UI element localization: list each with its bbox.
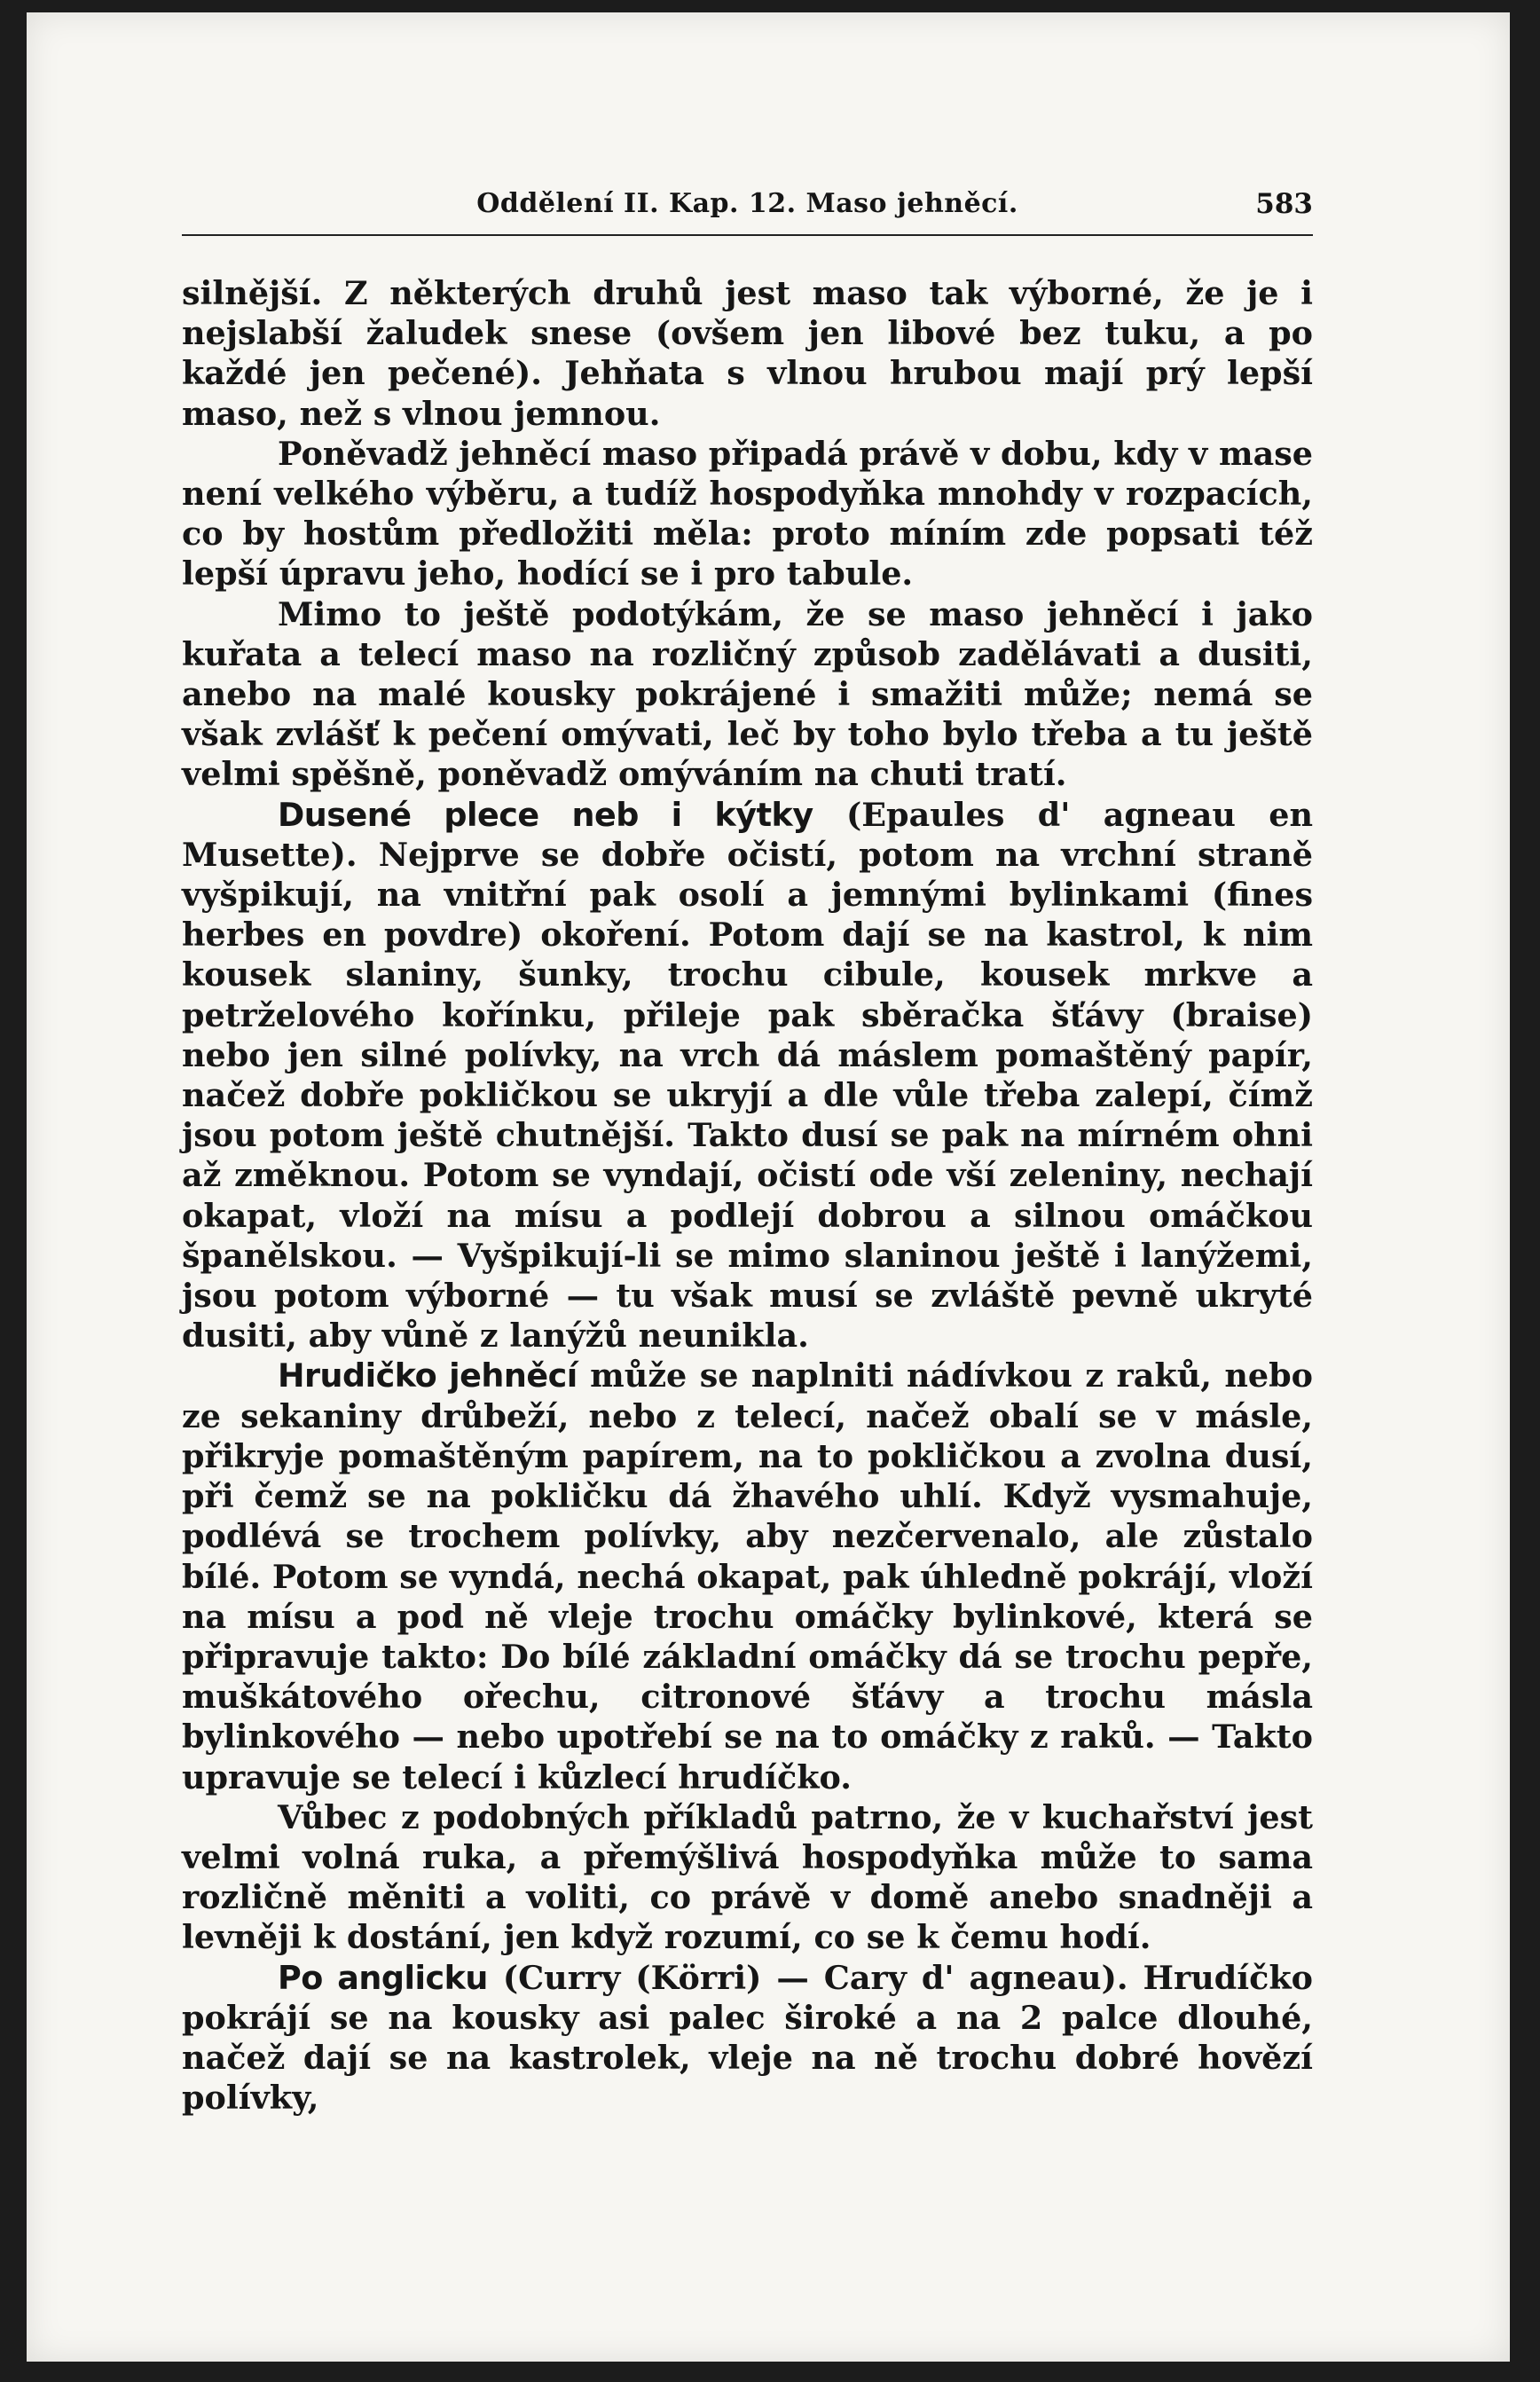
recipe-text: (Curry (Körri) — Cary d' agneau). Hrudíčko pokrájí se na kousky asi palec široké a na 2 palce dlouhé, načež dají se na kastrolek, vleje na ně trochu dobré hovězí polívky,	[182, 1958, 1313, 2118]
recipe-title: Hrudičko jehněcí	[278, 1356, 578, 1395]
paragraph-text: Vůbec z podobných příkladů patrno, že v kuchařství jest velmi volná ruka, a přemýšlivá hospodyňka může to sama rozličně měniti a voliti, co právě v domě anebo snadněji a levněji k dostání, jen když rozumí, co se k čemu hodí.	[182, 1797, 1313, 1957]
page-number: 583	[1255, 188, 1313, 220]
paragraph-text: Mimo to ještě podotýkám, že se maso jehněcí i jako kuřata a telecí maso na rozličný způsob zadělávati a dusiti, anebo na malé kousky pokrájené i smažiti může; nemá se však zvlášť k pečení omývati, leč by toho bylo třeba a tu ještě velmi spěšně, poněvadž omýváním na chuti tratí.	[182, 594, 1313, 794]
paragraph-continuation	[182, 273, 1313, 434]
recipe-text: (Epaules d' agneau en Musette). Nejprve se dobře očistí, potom na vrchní straně vyšpikují, na vnitřní pak osolí a jemnými bylinkami (fines herbes en povdre) okoření. Potom dají se na kastrol, k nim kousek slaniny, šunky, trochu cibule, kousek mrkve a petrželového kořínku, přileje pak sběračka šťávy (braise) nebo jen silné polívky, na vrch dá máslem pomaštěný papír, načež dobře pokličkou se ukryjí a dle vůle třeba zalepí, čímž jsou potom ještě chutnější. Takto dusí se pak na mírném ohni až změknou. Potom se vyndají, očistí ode vší zeleniny, nechají okapat, vloží na mísu a podlejí dobrou a silnou omáčkou španělskou. — Vyšpikují-li se mimo slaninou ještě i lanýžemi, jsou potom výborné — tu však musí se zvláště pevně ukryté dusiti, aby vůně z lanýžů neunikla.	[182, 795, 1314, 1356]
paragraph-text: silnější. Z některých druhů jest maso tak výborné, že je i nejslabší žaludek snese (ovšem jen libové bez tuku, a po každé jen pečené). Jehňata s vlnou hrubou mají prý lepší maso, než s vlnou jemnou.	[182, 274, 1313, 433]
paragraph-general	[182, 1797, 1313, 1958]
paragraph-intro	[182, 434, 1313, 594]
recipe-dusene-plece	[182, 795, 1313, 1356]
recipe-hrudicko	[182, 1356, 1313, 1796]
body-text	[182, 273, 1313, 2118]
paragraph-text: Poněvadž jehněcí maso připadá právě v dobu, kdy v mase není velkého výběru, a tudíž hospodyňka mnohdy v rozpacích, co by hostům předložiti měla: proto míním zde popsati též lepší úpravu jeho, hodící se i pro tabule.	[182, 434, 1313, 594]
recipe-po-anglicku	[182, 1958, 1313, 2119]
page-header	[182, 188, 1313, 236]
running-head: Oddělení II. Kap. 12. Maso jehněcí.	[476, 188, 1018, 219]
recipe-text: může se naplniti nádívkou z raků, nebo ze sekaniny drůbeží, nebo z telecí, načež obalí se v másle, přikryje pomaštěným papírem, na to pokličkou a zvolna dusí, při čemž se na pokličku dá žhavého uhlí. Když vysmahuje, podlévá se trochem polívky, aby nezčervenalo, ale zůstalo bílé. Potom se vyndá, nechá okapat, pak úhledně pokrájí, vloží na mísu a pod ně vleje trochu omáčky bylinkové, která se připravuje takto: Do bílé základní omáčky dá se trochu pepře, muškátového ořechu, citronové šťávy a trochu másla bylinkového — nebo upotřebí se na to omáčky z raků. — Takto upravuje se telecí i kůzlecí hrudíčko.	[182, 1356, 1313, 1796]
paragraph-note	[182, 594, 1313, 795]
recipe-title: Po anglicku	[278, 1958, 488, 1997]
recipe-title: Dusené plece neb i kýtky	[278, 795, 813, 834]
